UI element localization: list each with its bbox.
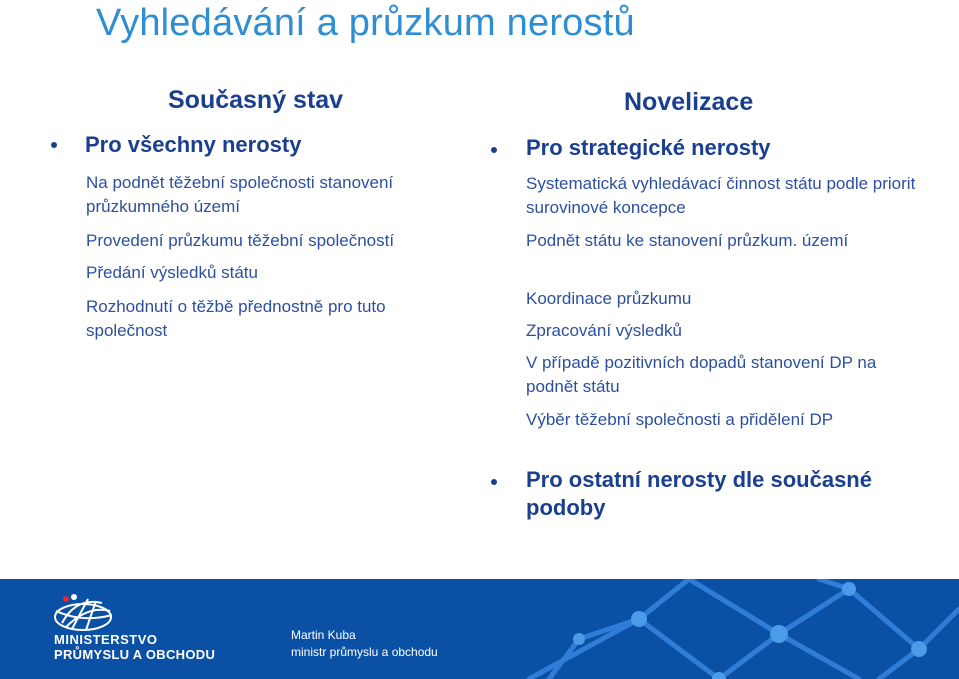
right-item-3: Koordinace průzkumu (526, 289, 692, 308)
right-bullet-heading-1: Pro strategické nerosty (526, 135, 771, 160)
ministry-globe-logo-icon (52, 593, 114, 631)
right-item-5: V případě pozitivních dopadů stanovení DP na podnět státu (526, 353, 877, 396)
slide-title: Vyhledávání a průzkum nerostů (96, 2, 635, 44)
left-item-1: Na podnět těžební společnosti stanovení průzkumného území (86, 173, 394, 216)
right-item-1: Systematická vyhledávací činnost státu podle priorit surovinové koncepce (526, 174, 916, 217)
logo-text-line2: PRŮMYSLU A OBCHODU (54, 647, 216, 662)
bullet-marker (491, 479, 497, 485)
right-item-6: Výběr těžební společnosti a přidělení DP (526, 410, 834, 429)
right-bullet-heading-2: Pro ostatní nerosty dle současné podoby (526, 467, 872, 520)
left-item-2: Provedení průzkumu těžební společností (86, 231, 395, 250)
author-name: Martin Kuba (291, 628, 356, 642)
right-column-heading: Novelizace (624, 88, 754, 116)
bullet-marker (491, 147, 497, 153)
logo-text-line1: MINISTERSTVO (54, 632, 158, 647)
author-role: ministr průmyslu a obchodu (291, 645, 438, 659)
network-pattern (519, 579, 959, 679)
bullet-marker (51, 142, 57, 148)
footer-bar (0, 579, 959, 679)
right-item-4: Zpracování výsledků (526, 321, 682, 340)
left-column-heading: Současný stav (168, 86, 344, 114)
left-bullet-heading: Pro všechny nerosty (85, 132, 302, 157)
left-item-3: Předání výsledků státu (86, 263, 258, 282)
left-item-4: Rozhodnutí o těžbě přednostně pro tuto společnost (86, 297, 386, 340)
right-item-2: Podnět státu ke stanovení průzkum. území (526, 231, 849, 250)
